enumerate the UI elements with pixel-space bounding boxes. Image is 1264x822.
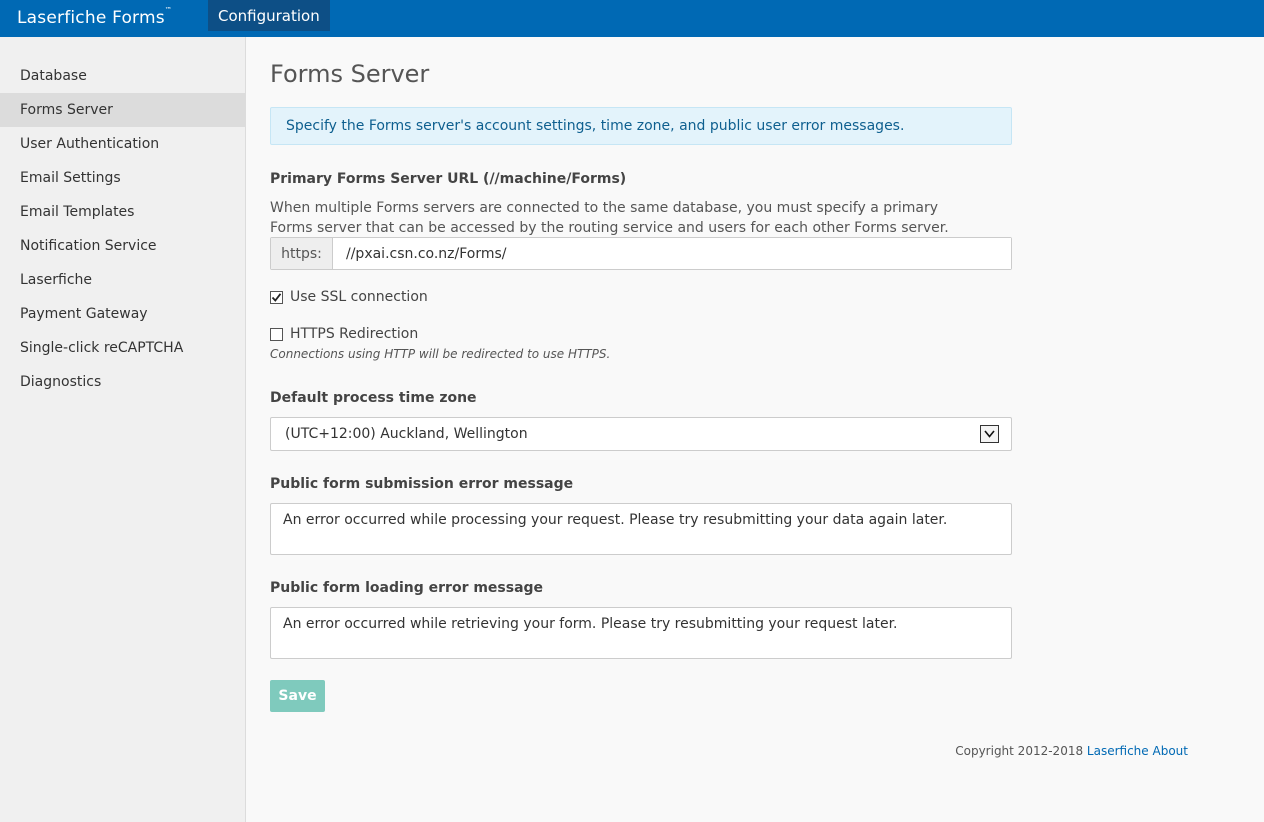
laserfiche-link[interactable]: Laserfiche (1086, 744, 1149, 758)
copyright-text: Copyright 2012-2018 (955, 744, 1084, 758)
page-title: Forms Server (270, 60, 430, 88)
url-description: When multiple Forms servers are connected to the same database, you must specify a primary Forms server that can be accessed by the routing service and users for each other Forms server. (270, 200, 949, 236)
footer (955, 744, 1188, 758)
url-input[interactable] (333, 238, 1011, 269)
sidebar-item-laserfiche[interactable]: Laserfiche (20, 272, 93, 288)
checkmark-icon (271, 292, 282, 303)
about-link[interactable]: About (1152, 744, 1188, 758)
sidebar-item-diagnostics[interactable]: Diagnostics (20, 374, 102, 390)
sidebar (0, 37, 246, 822)
sidebar-item-payment-gateway[interactable]: Payment Gateway (20, 306, 148, 322)
main-content (246, 37, 1264, 822)
loading-error-textarea[interactable]: An error occurred while retrieving your form. Please try resubmitting your request later. (270, 607, 1012, 659)
timezone-select[interactable] (270, 417, 1012, 451)
sidebar-item-forms-server[interactable]: Forms Server (0, 93, 245, 127)
chevron-down-icon[interactable] (980, 425, 999, 443)
url-input-group (270, 237, 1012, 270)
sidebar-item-notification-service[interactable]: Notification Service (20, 238, 157, 254)
ssl-option[interactable] (270, 289, 428, 305)
https-redirect-hint: Connections using HTTP will be redirected to use HTTPS. (270, 347, 611, 361)
info-banner: Specify the Forms server's account settings, time zone, and public user error messages. (270, 107, 1012, 145)
tab-configuration[interactable]: Configuration (208, 0, 330, 31)
sidebar-item-database[interactable]: Database (20, 68, 87, 84)
submission-error-label: Public form submission error message (270, 476, 574, 492)
brand-logo[interactable] (17, 5, 208, 28)
submission-error-textarea[interactable]: An error occurred while processing your request. Please try resubmitting your data again later. (270, 503, 1012, 555)
ssl-checkbox[interactable] (270, 291, 283, 304)
loading-error-label: Public form loading error message (270, 580, 544, 596)
url-label: Primary Forms Server URL (//machine/Forms) (270, 171, 627, 187)
brand-trademark: ™ (164, 5, 172, 14)
sidebar-item-email-settings[interactable]: Email Settings (20, 170, 121, 186)
sidebar-item-email-templates[interactable]: Email Templates (20, 204, 135, 220)
https-redirect-checkbox[interactable] (270, 328, 283, 341)
sidebar-item-recaptcha[interactable]: Single-click reCAPTCHA (20, 340, 184, 356)
https-redirect-option[interactable] (270, 326, 418, 342)
top-bar (0, 0, 1264, 37)
save-button[interactable]: Save (270, 680, 325, 712)
https-redirect-label: HTTPS Redirection (290, 326, 419, 342)
timezone-label: Default process time zone (270, 390, 477, 406)
brand-name: Laserfiche Forms (17, 7, 165, 28)
sidebar-item-user-authentication[interactable]: User Authentication (20, 136, 160, 152)
timezone-value: (UTC+12:00) Auckland, Wellington (285, 426, 528, 442)
ssl-label: Use SSL connection (290, 289, 428, 305)
url-prefix: https: (271, 238, 333, 269)
